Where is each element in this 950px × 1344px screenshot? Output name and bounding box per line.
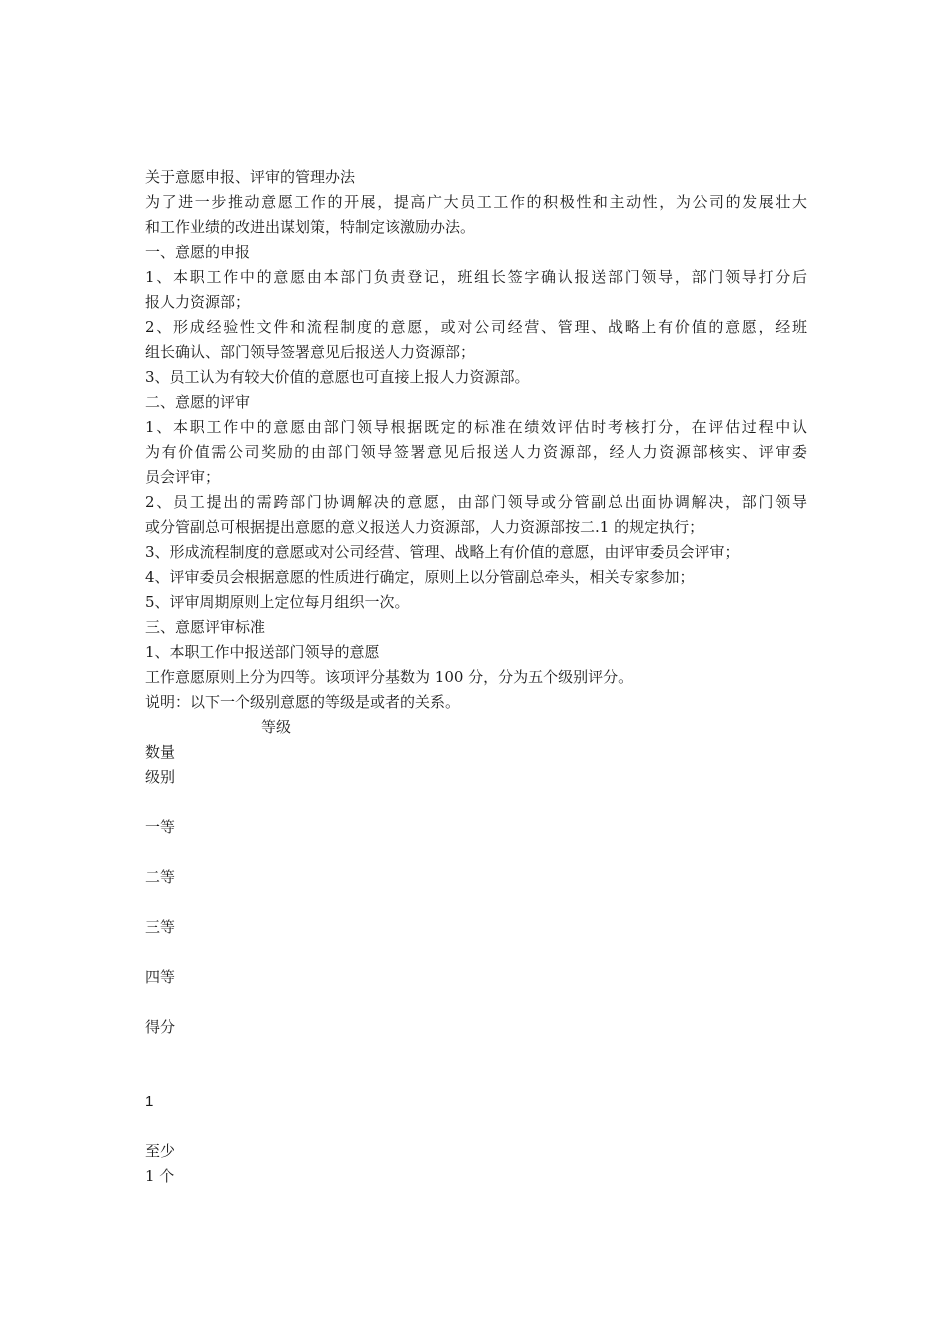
section2-item1-line2: 为有价值需公司奖励的由部门领导签署意见后报送人力资源部，经人力资源部核实、评审委 bbox=[145, 443, 807, 461]
section1-item2-line2: 组长确认、部门领导签署意见后报送人力资源部； bbox=[145, 343, 476, 361]
table-header-level: 级别 bbox=[145, 768, 176, 786]
section2-item1-line3: 员会评审； bbox=[145, 468, 221, 486]
table-row-score: 得分 bbox=[145, 1018, 176, 1036]
table-row-grade-1: 一等 bbox=[145, 818, 176, 836]
section1-heading: 一、意愿的申报 bbox=[145, 243, 251, 261]
section2-item3: 3、形成流程制度的意愿或对公司经营、管理、战略上有价值的意愿，由评审委员会评审； bbox=[145, 543, 740, 561]
section2-item2-line2: 或分管副总可根据提出意愿的意义报送人力资源部，人力资源部按二.1 的规定执行； bbox=[145, 518, 705, 536]
section1-item1-line2: 报人力资源部； bbox=[145, 293, 251, 311]
intro-line-2: 和工作业绩的改进出谋划策，特制定该激励办法。 bbox=[145, 218, 476, 236]
intro-line-1: 为了进一步推动意愿工作的开展，提高广大员工工作的积极性和主动性，为公司的发展壮大 bbox=[145, 193, 807, 211]
section2-item4: 4、评审委员会根据意愿的性质进行确定，原则上以分管副总牵头，相关专家参加； bbox=[145, 568, 695, 586]
table-cell-atleast: 至少 bbox=[145, 1142, 176, 1160]
table-row-grade-3: 三等 bbox=[145, 918, 176, 936]
table-row-grade-4: 四等 bbox=[145, 968, 176, 986]
document-title: 关于意愿申报、评审的管理办法 bbox=[145, 168, 356, 186]
section2-item5: 5、评审周期原则上定位每月组织一次。 bbox=[145, 593, 410, 611]
section1-item1-line1: 1、本职工作中的意愿由本部门负责登记，班组长签字确认报送部门领导，部门领导打分后 bbox=[145, 268, 807, 286]
section3-para2: 说明：以下一个级别意愿的等级是或者的关系。 bbox=[145, 693, 461, 711]
section1-item2-line1: 2、形成经验性文件和流程制度的意愿，或对公司经营、管理、战略上有价值的意愿，经班 bbox=[145, 318, 807, 336]
table-cell-one: 1 个 bbox=[145, 1167, 175, 1185]
section3-para1: 工作意愿原则上分为四等。该项评分基数为 100 分，分为五个级别评分。 bbox=[145, 668, 634, 686]
section3-heading: 三、意愿评审标准 bbox=[145, 618, 266, 636]
table-cell-value: 1 bbox=[145, 1093, 154, 1110]
table-header-grade: 等级 bbox=[261, 718, 292, 736]
table-header-qty: 数量 bbox=[145, 743, 176, 761]
section1-item3: 3、员工认为有较大价值的意愿也可直接上报人力资源部。 bbox=[145, 368, 530, 386]
table-row-grade-2: 二等 bbox=[145, 868, 176, 886]
section2-item1-line1: 1、本职工作中的意愿由部门领导根据既定的标准在绩效评估时考核打分，在评估过程中认 bbox=[145, 418, 807, 436]
section2-heading: 二、意愿的评审 bbox=[145, 393, 251, 411]
section2-item2-line1: 2、员工提出的需跨部门协调解决的意愿，由部门领导或分管副总出面协调解决，部门领导 bbox=[145, 493, 807, 511]
section3-sub1: 1、本职工作中报送部门领导的意愿 bbox=[145, 643, 380, 661]
